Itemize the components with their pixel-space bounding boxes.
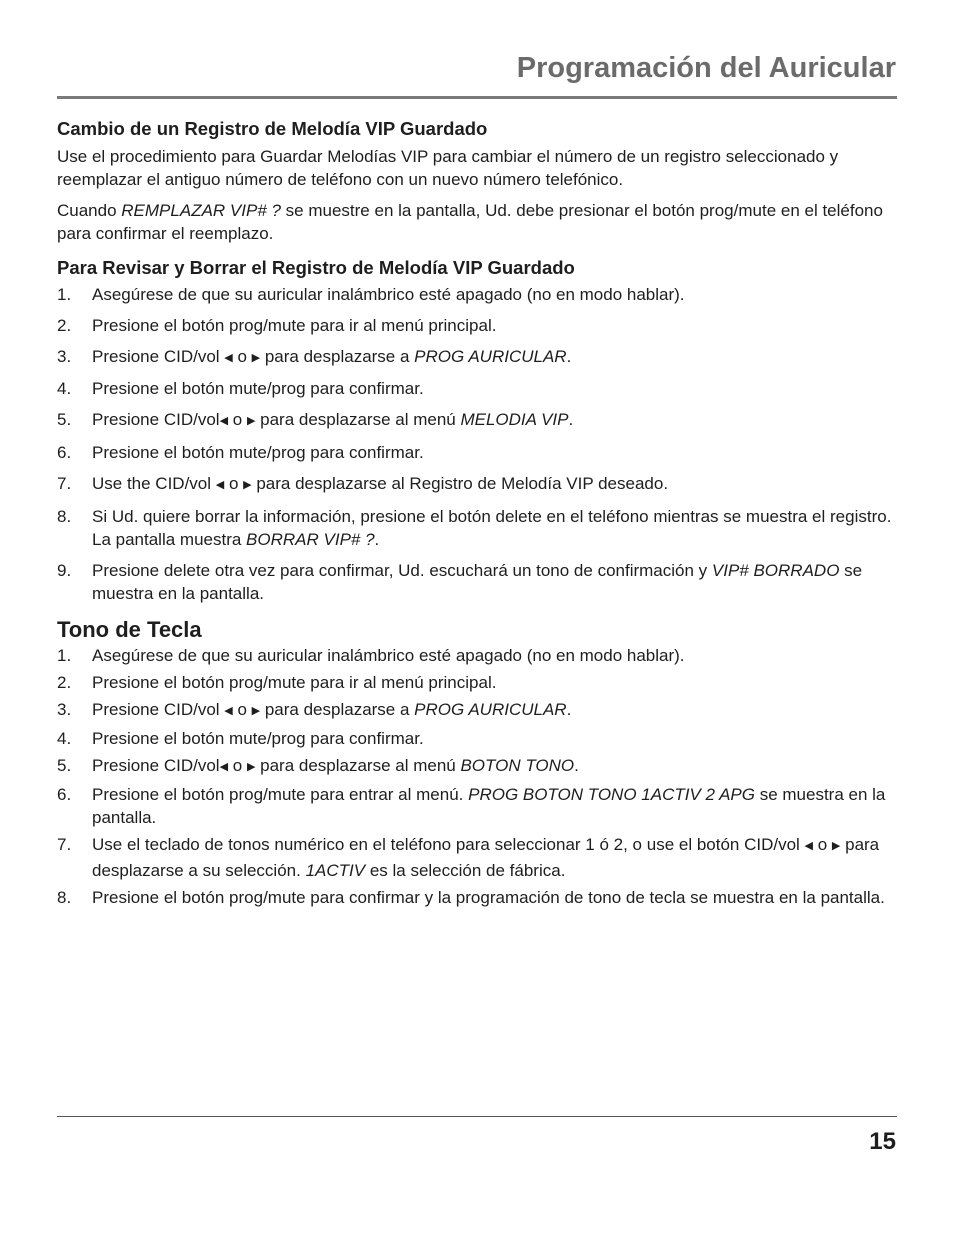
list-item: 2. Presione el botón prog/mute para ir al menú principal. — [57, 315, 497, 335]
right-arrow-icon: ▶ — [246, 760, 256, 773]
section-heading-cambio: Cambio de un Registro de Melodía VIP Guardado — [57, 118, 488, 139]
list-item: 1. Asegúrese de que su auricular inalámbrico esté apagado (no en modo hablar). — [57, 285, 685, 304]
left-arrow-icon: ◀ — [224, 705, 233, 718]
list-item: 5. Presione CID/vol◀ o ▶ para desplazarse al menú MELODIA VIP. — [57, 410, 574, 430]
section-heading-tono-de-tecla: Tono de Tecla — [57, 616, 202, 642]
list-item: 9. Presione delete otra vez para confirmar, Ud. escuchará un tono de confirmación y VIP# BORRADO se muestra en la pantalla. — [57, 560, 863, 604]
list-item: 6. Presione el botón prog/mute para entrar al menú. PROG BOTON TONO 1ACTIV 2 APG se muestra en la pantalla. — [57, 784, 886, 828]
right-arrow-icon: ▶ — [831, 840, 841, 853]
list-item: 4. Presione el botón mute/prog para confirmar. — [57, 729, 424, 749]
list-item: 1. Asegúrese de que su auricular inalámbrico esté apagado (no en modo hablar). — [57, 646, 685, 666]
right-arrow-icon: ▶ — [246, 415, 256, 428]
page-number: 15 — [869, 1128, 896, 1155]
left-arrow-icon: ◀ — [224, 351, 233, 364]
list-item: 5. Presione CID/vol◀ o ▶ para desplazarse al menú BOTON TONO. — [57, 755, 579, 775]
page-content — [57, 117, 899, 921]
left-arrow-icon: ◀ — [219, 415, 229, 428]
left-arrow-icon: ◀ — [215, 478, 225, 491]
right-arrow-icon: ▶ — [243, 478, 252, 491]
steps-list-revisar-borrar — [57, 283, 899, 606]
section-heading-revisar-borrar: Para Revisar y Borrar el Registro de Melodía VIP Guardado — [57, 256, 575, 278]
left-arrow-icon: ◀ — [804, 840, 814, 853]
title-rule — [57, 96, 897, 99]
list-item: 3. Presione CID/vol ◀ o ▶ para desplazarse a PROG AURICULAR. — [57, 700, 572, 720]
list-item: 3. Presione CID/vol ◀ o ▶ para desplazarse a PROG AURICULAR. — [57, 346, 572, 366]
list-item: 7. Use el teclado de tonos numérico en el teléfono para seleccionar 1 ó 2, o use el botón CID/vol ◀ o ▶ para desplazarse a su selección. 1ACTIV es la selección de fábrica. — [57, 835, 880, 880]
list-item: 7. Use the CID/vol ◀ o ▶ para desplazarse al Registro de Melodía VIP deseado. — [57, 473, 669, 493]
list-item: 8. Si Ud. quiere borrar la información, presione el botón delete en el teléfono mientras se muestra el registro. La pantalla muestra BORRAR VIP# ?. — [57, 506, 892, 550]
list-item: 4. Presione el botón mute/prog para confirmar. — [57, 379, 424, 399]
list-item: 6. Presione el botón mute/prog para confirmar. — [57, 442, 424, 462]
paragraph-reemplazar: Cuando REMPLAZAR VIP# ? se muestre en la pantalla, Ud. debe presionar el botón prog/mute en el teléfono para confirmar el reemplazo. — [57, 200, 883, 243]
steps-list-tono-de-tecla — [57, 644, 899, 909]
left-arrow-icon: ◀ — [219, 760, 229, 773]
list-item: 8. Presione el botón prog/mute para confirmar y la programación de tono de tecla se muestra en la pantalla. — [57, 887, 885, 907]
right-arrow-icon: ▶ — [251, 351, 261, 364]
paragraph-procedimiento: Use el procedimiento para Guardar Melodías VIP para cambiar el número de un registro seleccionado y reemplazar el antiguo número de teléfono con un nuevo número telefónico. — [57, 146, 839, 189]
page-title: Programación del Auricular — [516, 52, 896, 84]
footer-rule — [57, 1116, 897, 1117]
right-arrow-icon: ▶ — [251, 705, 261, 718]
list-item: 2. Presione el botón prog/mute para ir al menú principal. — [57, 673, 497, 693]
